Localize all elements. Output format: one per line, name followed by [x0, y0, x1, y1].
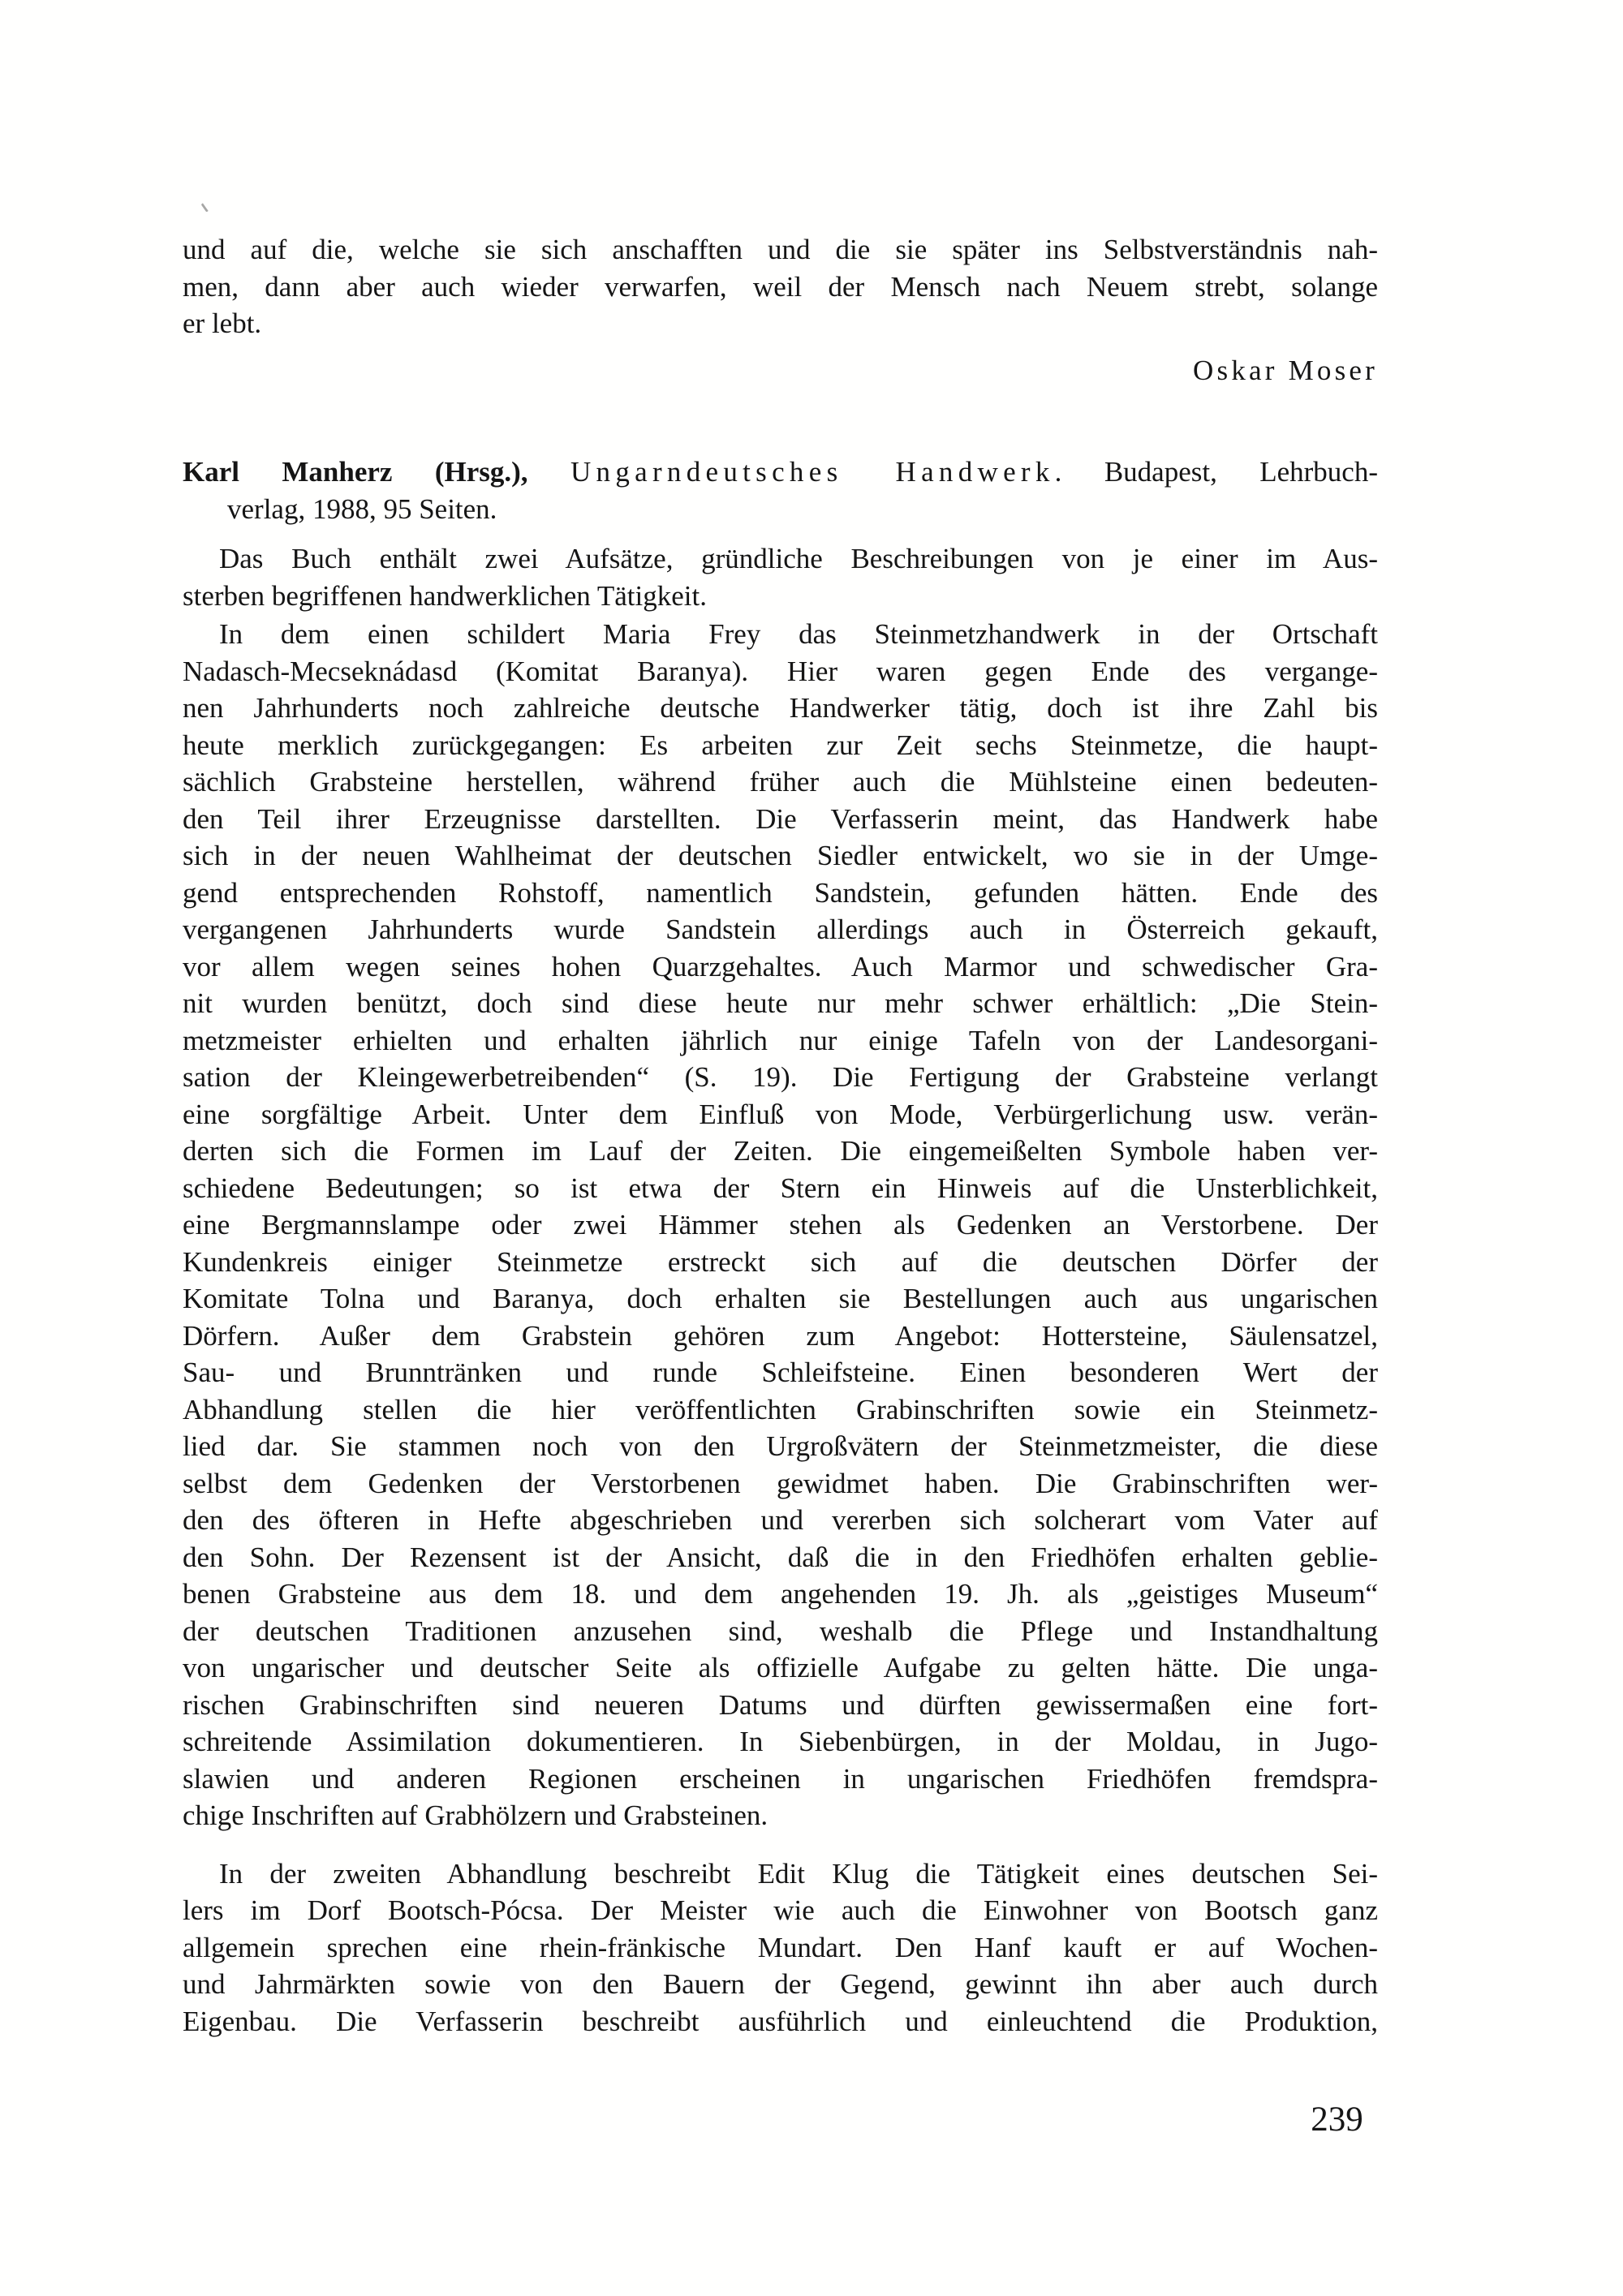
- text-line: men, dann aber auch wieder verwarfen, weil der Mensch nach Neuem strebt, solange: [183, 270, 1378, 303]
- text-line: er lebt.: [183, 307, 262, 339]
- text-line: Das Buch enthält zwei Aufsätze, gründliche Beschreibungen von je einer im Aus-: [219, 543, 1378, 574]
- seiler-paragraph: [183, 1855, 1378, 2040]
- text-block: [183, 231, 1378, 2040]
- text-line: gend entsprechenden Rohstoff, namentlich Sandstein, gefunden hätten. Ende des: [183, 876, 1378, 909]
- text-line: Sau- und Brunntränken und runde Schleifsteine. Einen besonderen Wert der: [183, 1357, 1378, 1388]
- text-line: metzmeister erhielten und erhalten jährlich nur einige Tafeln von der Landesorgani-: [183, 1024, 1378, 1056]
- text-line: der deutschen Traditionen anzusehen sind, weshalb die Pflege und Instandhaltung: [183, 1615, 1378, 1647]
- steinmetz-paragraph: [183, 616, 1378, 1834]
- text-line: Dörfern. Außer dem Grabstein gehören zum Angebot: Hottersteine, Säulensatzel,: [183, 1319, 1378, 1352]
- text-line: Eigenbau. Die Verfasserin beschreibt ausführlich und einleuchtend die Produktion,: [183, 2005, 1378, 2037]
- text-line: lied dar. Sie stammen noch von den Urgroßvätern der Steinmetzmeister, die diese: [183, 1430, 1378, 1462]
- text-line: sterben begriffenen handwerklichen Tätigkeit.: [183, 579, 707, 612]
- text-line: vor allem wegen seines hohen Quarzgehaltes. Auch Marmor und schwedischer Gra-: [183, 950, 1378, 982]
- text-line: In der zweiten Abhandlung beschreibt Edit Klug die Tätigkeit eines deutschen Sei-: [219, 1857, 1378, 1890]
- book-editor-name: Karl Manherz (Hrsg.),: [183, 456, 528, 488]
- text-line: schiedene Bedeutungen; so ist etwa der Stern ein Hinweis auf die Unsterblichkeit,: [183, 1172, 1378, 1204]
- text-line: sation der Kleingewerbetreibenden“ (S. 19). Die Fertigung der Grabsteine verlangt: [183, 1061, 1378, 1093]
- text-line: Nadasch-Mecseknádasd (Komitat Baranya). Hier waren gegen Ende des vergange-: [183, 655, 1378, 687]
- text-line: rischen Grabinschriften sind neueren Datums und dürften gewissermaßen eine fort-: [183, 1688, 1378, 1721]
- text-line: Kundenkreis einiger Steinmetze erstreckt sich auf die deutschen Dörfer der: [183, 1245, 1378, 1278]
- text-line: chige Inschriften auf Grabhölzern und Grabsteinen.: [183, 1799, 768, 1831]
- text-line: nen Jahrhunderts noch zahlreiche deutsche Handwerker tätig, doch ist ihre Zahl bis: [183, 692, 1378, 724]
- text-line: lers im Dorf Bootsch-Pócsa. Der Meister wie auch die Einwohner von Bootsch ganz: [183, 1894, 1378, 1926]
- text-line: eine sorgfältige Arbeit. Unter dem Einfluß von Mode, Verbürgerlichung usw. verän-: [183, 1098, 1378, 1130]
- book-title: Ungarndeutsches Handwerk: [570, 456, 1055, 488]
- intro-paragraph: [183, 231, 1378, 342]
- text-line: selbst dem Gedenken der Verstorbenen gewidmet haben. Die Grabinschriften wer-: [183, 1467, 1378, 1499]
- text-line: Komitate Tolna und Baranya, doch erhalten sie Bestellungen auch aus ungarischen: [183, 1283, 1378, 1314]
- scan-speck-artifact: [200, 200, 213, 213]
- text-line: nit wurden benützt, doch sind diese heute nur mehr schwer erhältlich: „Die Stein-: [183, 987, 1378, 1019]
- text-line: von ungarischer und deutscher Seite als offizielle Aufgabe zu gelten hätte. Die unga-: [183, 1652, 1378, 1683]
- text-line: sächlich Grabsteine herstellen, während früher auch die Mühlsteine einen bedeuten-: [183, 766, 1378, 798]
- page-number: 239: [1311, 2100, 1363, 2139]
- text-line: vergangenen Jahrhunderts wurde Sandstein allerdings auch in Österreich gekauft,: [183, 914, 1378, 945]
- text-line: derten sich die Formen im Lauf der Zeiten. Die eingemeißelten Symbole haben ver-: [183, 1135, 1378, 1167]
- text-line: den Sohn. Der Rezensent ist der Ansicht, daß die in den Friedhöfen erhalten geblie-: [183, 1541, 1378, 1573]
- text-line: den des öfteren in Hefte abgeschrieben und vererben sich solcherart vom Vater auf: [183, 1504, 1378, 1536]
- text-line: In dem einen schildert Maria Frey das Steinmetzhandwerk in der Ortschaft: [219, 618, 1378, 650]
- publication-info: . Budapest, Lehrbuch-: [1054, 456, 1378, 488]
- text-line: benen Grabsteine aus dem 18. und dem angehenden 19. Jh. als „geistiges Museum“: [183, 1578, 1378, 1610]
- text-line: Abhandlung stellen die hier veröffentlichten Grabinschriften sowie ein Steinmetz-: [183, 1393, 1378, 1425]
- text-line: und auf die, welche sie sich anschafften und die sie später ins Selbstverständnis nah-: [183, 234, 1378, 265]
- text-line: heute merklich zurückgegangen: Es arbeiten zur Zeit sechs Steinmetze, die haupt-: [183, 729, 1378, 761]
- reviewer-name: Oskar Moser: [1193, 354, 1378, 386]
- review-heading-line: verlag, 1988, 95 Seiten.: [227, 492, 497, 525]
- text-line: slawien und anderen Regionen erscheinen in ungarischen Friedhöfen fremdspra-: [183, 1762, 1378, 1795]
- text-line: schreitende Assimilation dokumentieren. In Siebenbürgen, in der Moldau, in Jugo-: [183, 1726, 1378, 1757]
- summary-paragraph: [183, 540, 1378, 614]
- text-line: und Jahrmärkten sowie von den Bauern der Gegend, gewinnt ihn aber auch durch: [183, 1968, 1378, 2000]
- text-line: allgemein sprechen eine rhein-fränkische Mundart. Den Hanf kauft er auf Wochen-: [183, 1931, 1378, 1963]
- reviewer-signature: [183, 352, 1378, 389]
- text-line: sich in der neuen Wahlheimat der deutschen Siedler entwickelt, wo sie in der Umge-: [183, 840, 1378, 871]
- review-heading: [183, 454, 1378, 527]
- review-heading-line: [183, 454, 1378, 491]
- text-line: eine Bergmannslampe oder zwei Hämmer stehen als Gedenken an Verstorbene. Der: [183, 1209, 1378, 1240]
- text-line: den Teil ihrer Erzeugnisse darstellten. Die Verfasserin meint, das Handwerk habe: [183, 802, 1378, 835]
